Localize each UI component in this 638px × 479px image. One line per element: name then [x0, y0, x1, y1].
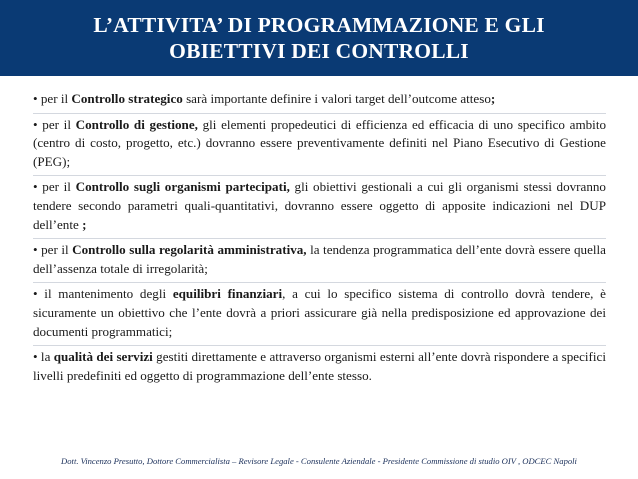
slide-title-line-2: OBIETTIVI DEI CONTROLLI	[169, 39, 469, 63]
bullet-item-qualita-servizi: • la qualità dei servizi gestiti direttamente e attraverso organismi esterni all’ente dovrà rispondere a specifici livelli predefiniti ed oggetto di programmazione dell’ente stesso.	[33, 349, 606, 383]
bullet-keyword: Controllo sulla regolarità amministrativa,	[72, 242, 307, 258]
slide-title-line-1: L’ATTIVITA’ DI PROGRAMMAZIONE E GLI	[93, 13, 545, 37]
bullet-keyword: Controllo strategico	[71, 91, 183, 106]
bullet-item-controllo-di-gestione: • per il Controllo di gestione, gli elementi propedeutici di efficienza ed efficacia di uno specifico ambito (centro di costo, progetto, etc.) dovranno essere preventivamente definiti nel Piano Esecutivo di Gestione (PEG);	[33, 116, 606, 177]
slide-title	[93, 12, 544, 64]
bullet-item-organismi-partecipati: • per il Controllo sugli organismi partecipati, gli obiettivi gestionali a cui gli organismi stessi dovranno tendere secondo parametri quali-quantitativi, dovranno essere oggetto di apposite indicazioni nel DUP dell’ente ;	[33, 178, 606, 239]
bullet-keyword: qualità dei servizi	[53, 349, 153, 365]
bullet-keyword: Controllo sugli organismi partecipati,	[75, 179, 290, 195]
bullet-list	[33, 90, 606, 391]
bullet-keyword: Controllo di gestione,	[75, 116, 198, 132]
bullet-item-equilibri-finanziari: • il mantenimento degli equilibri finanziari, a cui lo specifico sistema di controllo dovrà tendere, è sicuramente un obiettivo che l’ente dovrà a priori assicurare già nella predisposizione ed approvazione dei documenti programmatici;	[33, 285, 606, 346]
bullet-keyword: equilibri finanziari	[172, 286, 283, 302]
title-banner	[0, 0, 638, 76]
bullet-item-controllo-strategico: • per il Controllo strategico sarà importante definire i valori target dell’outcome atteso;	[33, 90, 606, 114]
bullet-item-regolarita-amministrativa: • per il Controllo sulla regolarità amministrativa, la tendenza programmatica dell’ente dovrà essere quella dell’assenza totale di irregolarità;	[33, 241, 606, 283]
footer-credit: Dott. Vincenzo Presutto, Dottore Commercialista – Revisore Legale - Consulente Aziendale - Presidente Commissione di studio OIV , ODCEC Napoli	[61, 456, 577, 466]
